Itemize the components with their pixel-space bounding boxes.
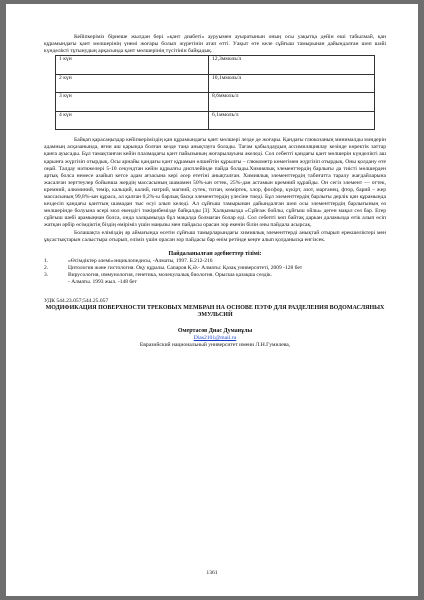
table-row xyxy=(56,93,375,112)
body-paragraph: Байқап қарасаңыздар кейіпкеріміздің қан құрамындағы қант мөлшері лезде де жоғары. Қандағы глюкозаның минималды мәндерін адамның асқазанында, яғни аш қарында болған кезде таңа анықтауға болады. Тағам қабылдаудың ассимиляциялау кезінде көректік заттар қанға ауысады. Бұл тамақтанған кейін плазмадағы қант пайызының жоғарылауына әкеледі. Сол себепті қандағы қант мөлшерін күнделікті аш қарынға жүргізіп отырдық. Осы арнайы қандағы қант құрамын өлшейтін құрылғы – глюкометр көмегімен жүргізіп отырдық. Оны қолдану өте оңай. Талдау нәтижелері 5-10 секундтан кейін құрылғы дисплейінде пайда болады.Химиялық элементтердің барлығы да тиісті мөлшерден артық болса немесе азайып кетсе адам ағзасына кері әсер ететіні анықталған. Химиялық элементтердің табиғатта таралу жағдайларына жасалған зерттеулер бойынша жердің массасының шамамен 50%-ын оттек, 25%-дан астамын кремний құрайды. Он сегіз элемент — оттек, кремний, алюминий, темір, кальций, калий, натрий, магний, сутек, титан, көміртек, хлор, фосфор, күкірт, азот, марганец, фтор, барий – жер массасының 99,8%-ын құраса, ал қалған 0,2%-ы барлық басқа элементтердің үлесіне тиеді. Бұл элементтердің барлығы дерлік қан құрамында кездесіп қандағы қанттың шамадан тыс өсуі алып келеді. Ал сұйғыш тамырынан дайындалған шөп осы элементтердің барлығының өз мөлшерінде болуына әсері мол екендігі тәжірибемізде байқалды [3]. Халқымызда «Сұйғаж бойлы, сұйғыш ойлы» деген мақал сөз бар. Егер сұйғыш шөбі арамыңнан болса, онда халқымызда бұл мақалда болмаған болар еді. Сол себепті көп байтақ даркан даламызда өтік алып өсіп жатқан әрбір өсімдіктің біздің өміріміз үшін маңызы мен пайдасы орасан зор екенін білін оны пайдала асырсақ. xyxy=(44,137,386,229)
page-content xyxy=(44,34,386,349)
table-cell-day: 3 күн xyxy=(56,93,209,112)
table-cell-day: 4 күн xyxy=(56,111,209,130)
table-cell-value: 10,1ммоль/л xyxy=(209,74,375,93)
article-title: МОДИФИКАЦИЯ ПОВЕРХНОСТИ ТРЕКОВЫХ МЕМБРАН НА ОСНОВЕ ПЭТФ ДЛЯ РАЗДЕЛЕНИЯ ВОДОМАСЛЯНЫХ ЭМУЛЬСИЙ xyxy=(45,304,385,319)
references-heading: Пайдаланылған әдебиеттер тізімі: xyxy=(168,250,262,257)
reference-item: - Алматы. 1993 жыл. -148 бет xyxy=(68,278,137,285)
intro-paragraph: Кейіпкеріміз бірнеше жылдан бері «қант диабеті» ауруымен ауыратынын оның осы уақытқа дейін еші табылмай, қан құрамындағы қант мөлшерінің үнемі жоғары болып жүретінін атап өтті. Уақыт өте келе сұйғыш тамырынан дайындалған шөп шәйі күнделікті тұтынудың арқасында қант мөлшерінің түсітінін байқадық. xyxy=(44,34,386,55)
reference-item: 1. «Өсімдіктер әлемі»энциклопедисы, -Алматы, 1997. Б.212-216 xyxy=(44,257,213,264)
udc-code: УДК 544.23.057;544.25.057 xyxy=(44,297,109,304)
conclusion-paragraph: Болашақта еліміздің әр аймағында өсетін сұйғыш тамырларындағы химиялық элементтерді анықтай отырып ерекшеліктері мен ұқсастықтарын салыстыра отырып, еліміз үшін орасан зор пайдасы бар өнім ретінде кеңге алып қолданысқа енгізсек. xyxy=(44,229,386,243)
table-row xyxy=(56,74,375,93)
author-name: Омертасов Диас Думанұлы xyxy=(177,327,253,334)
table-cell-value: 6,1ммоль/л xyxy=(209,111,375,130)
page-number: 1361 xyxy=(206,570,218,576)
document-page xyxy=(6,4,418,596)
reference-item: 3. Вирусология, иммунология, генетика, молекулалық биология. Орысша қазақша сөздік. xyxy=(44,271,273,278)
table-cell-value: 12,3ммоль/л xyxy=(209,56,375,75)
table-cell-day: 1 күн xyxy=(56,56,209,75)
table-row xyxy=(56,111,375,130)
email-link[interactable]: Dias2101@mail.ru xyxy=(193,335,237,342)
table-row xyxy=(56,56,375,75)
table-cell-value: 8,6ммоль/л xyxy=(209,93,375,112)
reference-item: 2. Цитология және гистология. Оқу құралы. Сапаров Қ.Ә.- Алматы: Қазақ университеті, 2009 -128 бет xyxy=(44,264,303,271)
sugar-level-table xyxy=(55,55,375,130)
table-cell-day: 2 күн xyxy=(56,74,209,93)
author-affiliation: Евразийский национальный университет имени Л.Н.Гумилева, xyxy=(139,342,291,349)
